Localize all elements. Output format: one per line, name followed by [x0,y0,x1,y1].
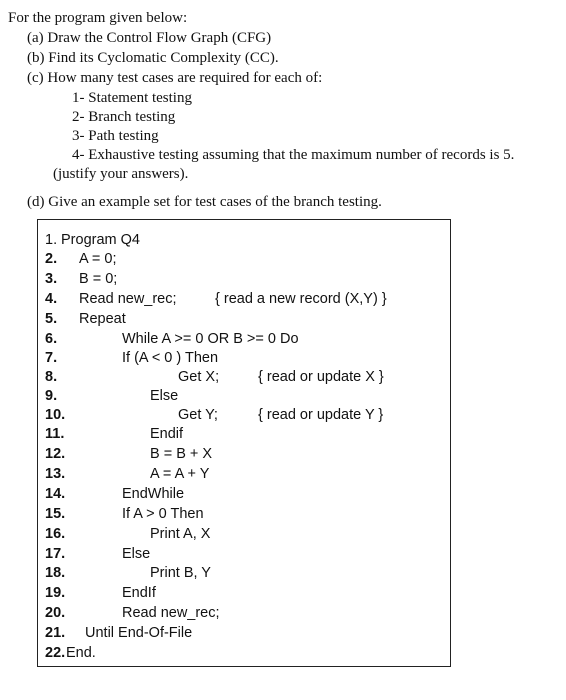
code-line-text: EndWhile [122,486,185,502]
code-line-text: Else [122,546,151,562]
part-c-item-4: 4- Exhaustive testing assuming that the maximum number of records is 5. [72,147,515,163]
code-line-text: Repeat [79,311,126,327]
code-line-text: Get Y; [178,407,218,423]
code-line-text: EndIf [122,585,156,601]
line-number: 18. [45,565,66,581]
line-number: 10. [45,407,66,423]
code-line-text: Get X; [178,369,220,385]
line-number: 22. [45,645,66,661]
code-comment: { read or update Y } [258,407,384,423]
line-number: 17. [45,546,66,562]
code-line-text: A = 0; [79,251,117,267]
part-c: (c) How many test cases are required for each of: [27,70,323,86]
line-number: 21. [45,625,66,641]
code-line-text: Endif [150,426,184,442]
line-number: 20. [45,605,66,621]
code-line-text: B = B + X [150,446,213,462]
justify-note: (justify your answers). [53,166,189,182]
line-number: 7. [45,350,58,366]
line-number: 3. [45,271,58,287]
line-number: 13. [45,466,66,482]
part-c-item-1: 1- Statement testing [72,90,192,106]
line-number: 12. [45,446,66,462]
code-line-text: Program Q4 [61,232,140,248]
line-number: 5. [45,311,58,327]
line-number: 19. [45,585,66,601]
code-line-text: Until End-Of-File [85,625,193,641]
part-c-item-3: 3- Path testing [72,128,159,144]
line-number: 8. [45,369,58,385]
code-comment: { read a new record (X,Y) } [215,291,387,307]
part-b: (b) Find its Cyclomatic Complexity (CC). [27,50,279,66]
code-line-text: Print B, Y [150,565,211,581]
code-line-text: Print A, X [150,526,211,542]
line-number: 15. [45,506,66,522]
part-a: (a) Draw the Control Flow Graph (CFG) [27,30,272,46]
line-number: 14. [45,486,66,502]
line-number: 9. [45,388,58,404]
line-number: 16. [45,526,66,542]
intro-text: For the program given below: [8,10,188,26]
line-number: 4. [45,291,58,307]
line-number: 6. [45,331,58,347]
part-d: (d) Give an example set for test cases of the branch testing. [27,194,382,210]
code-line-text: B = 0; [79,271,118,287]
line-number: 1. [45,232,58,248]
code-line-text: Else [150,388,179,404]
line-number: 2. [45,251,58,267]
code-line-text: End. [66,645,96,661]
code-line-text: While A >= 0 OR B >= 0 Do [122,331,299,347]
line-number: 11. [45,426,65,442]
code-line-text: If (A < 0 ) Then [122,350,219,366]
code-line-text: Read new_rec; [122,605,220,621]
code-line-text: A = A + Y [150,466,210,482]
code-comment: { read or update X } [258,369,384,385]
code-line-text: Read new_rec; [79,291,177,307]
code-line-text: If A > 0 Then [122,506,204,522]
part-c-item-2: 2- Branch testing [72,109,176,125]
